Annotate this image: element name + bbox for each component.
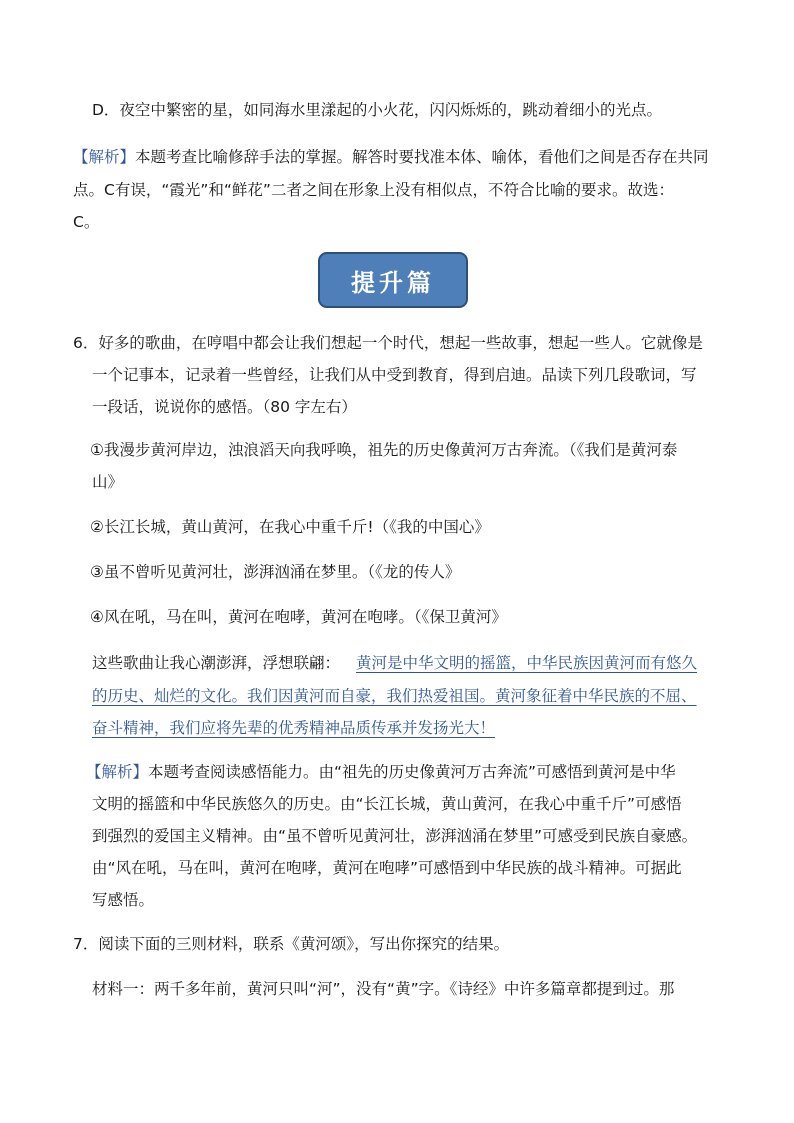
q6-answer-line-3 xyxy=(92,718,495,738)
analysis-2-line-3: 到强烈的爱国主义精神。由“虽不曾听见黄河壮，澎湃汹涌在梦里”可感受到民族自豪感。 xyxy=(92,827,698,845)
lyric-1-line-2: 山》 xyxy=(92,473,124,491)
lyric-3: ③虽不曾听见黄河壮，澎湃汹涌在梦里。（《龙的传人》 xyxy=(90,563,461,581)
option-d: D．夜空中繁密的星，如同海水里漾起的小火花，闪闪烁烁的，跳动着细小的光点。 xyxy=(92,101,662,119)
analysis-2-line-4: 由“风在吼，马在叫，黄河在咆哮，黄河在咆哮”可感悟到中华民族的战斗精神。可据此 xyxy=(92,859,682,877)
answer-text-1: 黄河是中华文明的摇篮，中华民族因黄河而有悠久 xyxy=(356,654,698,672)
answer-text-2: 的历史、灿烂的文化。我们因黄河而自豪，我们热爱祖国。黄河象征着中华民族的不屈、 xyxy=(92,687,697,705)
lyric-1-line-1: ①我漫步黄河岸边，浊浪滔天向我呼唤，祖先的历史像黄河万古奔流。（《我们是黄河泰 xyxy=(90,441,678,459)
analysis-tag: 【解析】 xyxy=(86,763,149,781)
analysis-2-line-5: 写感悟。 xyxy=(92,891,155,909)
answer-prefix: 这些歌曲让我心潮澎湃，浮想联翩： xyxy=(92,654,341,672)
q6-answer-line-1 xyxy=(92,653,697,673)
answer-text-3: 奋斗精神，我们应将先辈的优秀精神品质传承并发扬光大！ xyxy=(92,719,496,737)
lyric-2: ②长江长城，黄山黄河，在我心中重千斤!（《我的中国心》 xyxy=(90,518,490,536)
analysis-1-line-3: C。 xyxy=(73,213,100,231)
analysis-2-line-2: 文明的摇篮和中华民族悠久的历史。由“长江长城，黄山黄河，在我心中重千斤”可感悟 xyxy=(92,795,682,813)
section-banner xyxy=(318,252,468,308)
section-banner-title: 提升篇 xyxy=(351,267,435,297)
lyric-4: ④风在吼，马在叫，黄河在咆哮，黄河在咆哮。（《保卫黄河》 xyxy=(90,608,507,626)
q6-line-3: 一段话，说说你的感悟。（80 字左右） xyxy=(92,398,357,416)
analysis-tag: 【解析】 xyxy=(73,148,136,166)
analysis-2-line-1 xyxy=(86,762,676,782)
analysis-1-line-1 xyxy=(73,147,709,167)
analysis-text: 本题考查阅读感悟能力。由“祖先的历史像黄河万古奔流”可感悟到黄河是中华 xyxy=(148,763,676,781)
analysis-text: 本题考查比喻修辞手法的掌握。解答时要找准本体、喻体，看他们之间是否存在共同 xyxy=(135,148,709,166)
q6-line-1: 6．好多的歌曲，在哼唱中都会让我们想起一个时代，想起一些故事，想起一些人。它就像是 xyxy=(73,334,703,352)
q6-answer-line-2 xyxy=(92,686,697,706)
q7-material-1: 材料一：两千多年前，黄河只叫“河”，没有“黄”字。《诗经》中许多篇章都提到过。那 xyxy=(92,980,675,998)
analysis-1-line-2: 点。C有误，“霞光”和“鲜花”二者之间在形象上没有相似点，不符合比喻的要求。故选： xyxy=(73,181,674,199)
q6-line-2: 一个记事本，记录着一些曾经，让我们从中受到教育，得到启迪。品读下列几段歌词，写 xyxy=(92,366,697,384)
q7-line-1: 7．阅读下面的三则材料，联系《黄河颂》，写出你探究的结果。 xyxy=(73,935,510,953)
